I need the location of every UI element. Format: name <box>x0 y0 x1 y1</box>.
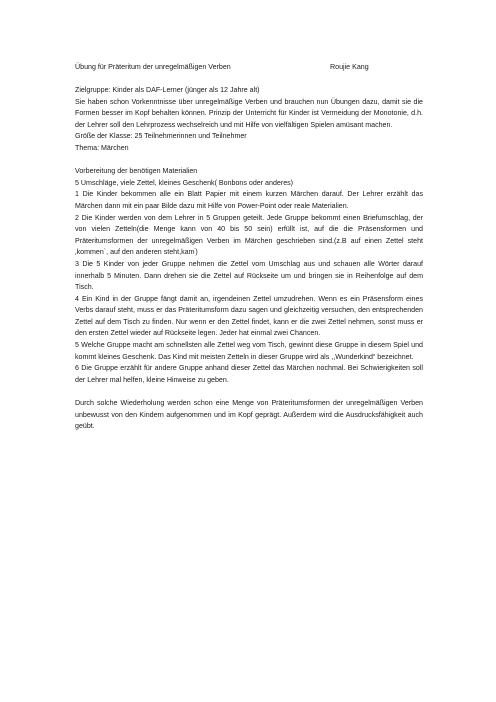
preparation-heading: Vorbereitung der benötigen Materialien <box>75 167 198 176</box>
step-6-paragraph: 6 Die Gruppe erzählt für andere Gruppe anhand dieser Zettel das Märchen nochmal. Bei Schwierigkeiten soll der Lehrer mal helfen, kleine Hinweise zu geben. <box>75 364 423 384</box>
spacer <box>75 155 423 167</box>
intro-paragraph: Sie haben schon Vorkenntnisse über unregelmäßige Verben und brauchen nun Übungen dazu, damit sie die Formen besser im Kopf behalten können. Prinzip der Unterricht für Kinder ist Vermeidung der Monotonie, d.h. der Lehrer soll den Lehrprozess wechselreich und mit Hilfe von vielfältigen Spielen amüsant machen. <box>75 97 423 129</box>
step-2-end: ) <box>195 248 198 257</box>
materials-line: 5 Umschläge, viele Zettel, kleines Geschenk( Bonbons oder anderes) <box>75 178 294 187</box>
step-1-paragraph: 1 Die Kinder bekommen alle ein Blatt Papier mit einem kurzen Märchen darauf. Der Lehrer erzählt das Märchen dann mit ein paar Bilde dazu mit Hilfe von Power-Point oder reale Materialien. <box>75 190 423 210</box>
step-5-paragraph: 5 Welche Gruppe macht am schnellsten alle Zettel weg vom Tisch, gewinnt diese Gruppe in diesem Spiel und kommt kleines Geschenk. Das Kind mit meisten Zetteln in dieser Gruppe wird als ,,Wunderkind“ bezeichnet. <box>75 341 423 361</box>
step-4-paragraph: 4 Ein Kind in der Gruppe fängt damit an, irgendeinen Zettel umzudrehen. Wenn es ein Präsensform eines Verbs darauf steht, muss er das Präteritumsform dazu sagen und gleichzeitig versuchen, den entsprechenden Zettel auf dem Tisch zu finden. Nur wenn er den Zettel findet, kann er die zwei Zettel nehmen, sonst muss er den ersten Zettel wieder auf Rückseite legen. Jeder hat einmal zwei Chancen. <box>75 294 423 338</box>
step-2-paragraph <box>75 213 423 259</box>
document-author: Roujie Kang <box>330 63 369 71</box>
step-2-text: 2 Die Kinder werden von dem Lehrer in 5 Gruppen geteilt. Jede Gruppe bekommt einen Briefumschlag, der von vielen Zetteln(die Menge kann von 40 bis 50 sein) erfüllt ist, auf die die Präsensformen und Präteritumsformen der unregelmäßigen Verben im Märchen geschrieben sind.(z.B auf einen Zettel steht ‚kommen`, auf den anderen steht,kam <box>75 213 423 257</box>
step-3-paragraph: 3 Die 5 Kinder von jeder Gruppe nehmen die Zettel vom Umschlag aus und schauen alle Wörter darauf innerhalb 5 Minuten. Dann drehen sie die Zettel auf Rückseite um und bringen sie in Reihenfolge auf dem Tisch. <box>75 259 423 292</box>
conclusion-paragraph: Durch solche Wiederholung werden schon eine Menge von Präteritumsformen der unregelmäßigen Verben unbewusst von den Kindern aufgenommen und im Kopf geprägt. Außerdem wird die Ausdrucksfähigkeit auch geübt. <box>75 399 423 431</box>
theme-line: Thema: Märchen <box>75 143 129 152</box>
document-title: Übung für Präteritum der unregelmäßigen Verben <box>75 63 231 71</box>
zielgruppe-line: Zielgruppe: Kinder als DAF-Lerner (jünger als 12 Jahre alt) <box>75 86 260 94</box>
spacer <box>75 386 423 398</box>
step-2-superscript: ' <box>194 247 196 253</box>
class-size-line: Größe der Klasse: 25 Teilnehmerinnen und Teilnehmer <box>75 132 247 141</box>
document-page <box>75 62 423 433</box>
title-row <box>75 62 423 74</box>
